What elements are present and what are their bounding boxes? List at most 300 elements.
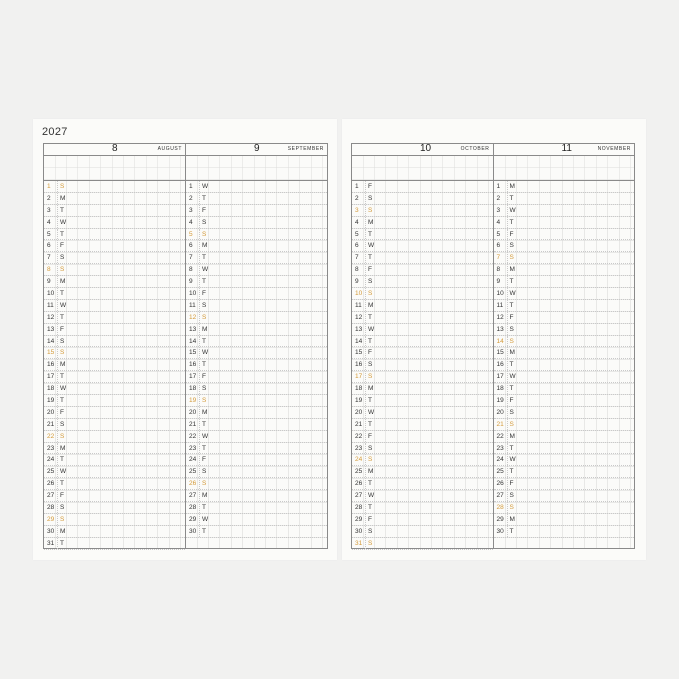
day-divider bbox=[365, 395, 366, 406]
day-of-week: T bbox=[509, 361, 514, 369]
day-of-week: F bbox=[60, 408, 64, 416]
day-divider bbox=[365, 312, 366, 323]
day-divider bbox=[57, 276, 58, 287]
day-number: 9 bbox=[355, 278, 359, 286]
day-number: 30 bbox=[496, 527, 504, 535]
day-number: 15 bbox=[496, 349, 504, 357]
day-divider bbox=[57, 359, 58, 370]
day-of-week: F bbox=[202, 373, 206, 381]
day-row bbox=[44, 419, 185, 431]
day-divider bbox=[199, 312, 200, 323]
day-number: 16 bbox=[355, 361, 363, 369]
day-of-week: S bbox=[509, 492, 514, 500]
day-number: 30 bbox=[189, 527, 197, 535]
day-row bbox=[44, 538, 185, 550]
day-divider bbox=[57, 490, 58, 501]
day-divider bbox=[57, 419, 58, 430]
day-divider bbox=[507, 419, 508, 430]
day-divider bbox=[57, 383, 58, 394]
day-divider bbox=[199, 252, 200, 263]
day-number: 21 bbox=[496, 420, 504, 428]
day-row bbox=[494, 347, 635, 359]
day-of-week: M bbox=[202, 325, 208, 333]
day-of-week: M bbox=[60, 278, 66, 286]
day-number: 3 bbox=[355, 206, 359, 214]
day-row bbox=[44, 229, 185, 241]
day-divider bbox=[507, 240, 508, 251]
day-row bbox=[494, 478, 635, 490]
day-divider bbox=[199, 324, 200, 335]
day-row bbox=[352, 252, 493, 264]
day-divider bbox=[57, 478, 58, 489]
day-number: 26 bbox=[496, 480, 504, 488]
day-of-week: T bbox=[509, 218, 514, 226]
day-divider bbox=[57, 347, 58, 358]
day-number: 3 bbox=[496, 206, 501, 214]
day-number: 20 bbox=[496, 408, 504, 416]
day-row bbox=[352, 276, 493, 288]
day-row bbox=[494, 371, 635, 383]
day-of-week: S bbox=[202, 468, 207, 476]
day-number: 4 bbox=[355, 218, 359, 226]
day-number: 2 bbox=[496, 194, 501, 202]
day-number: 15 bbox=[47, 349, 55, 357]
day-of-week: T bbox=[202, 527, 206, 535]
day-number: 14 bbox=[47, 337, 55, 345]
day-of-week: S bbox=[509, 242, 514, 250]
day-of-week: T bbox=[202, 278, 206, 286]
day-of-week: F bbox=[368, 266, 372, 274]
day-row bbox=[352, 443, 493, 455]
day-divider bbox=[57, 324, 58, 335]
month-table-left bbox=[43, 143, 328, 549]
day-row bbox=[352, 407, 493, 419]
day-of-week: T bbox=[202, 361, 206, 369]
day-number: 4 bbox=[496, 218, 501, 226]
day-of-week: S bbox=[509, 420, 514, 428]
day-divider bbox=[57, 288, 58, 299]
day-of-week: S bbox=[202, 313, 207, 321]
day-of-week: T bbox=[368, 397, 372, 405]
day-row bbox=[186, 252, 327, 264]
day-divider bbox=[365, 490, 366, 501]
day-row bbox=[44, 502, 185, 514]
day-list bbox=[44, 181, 185, 548]
day-number: 22 bbox=[189, 432, 197, 440]
day-divider bbox=[199, 347, 200, 358]
day-of-week: S bbox=[368, 290, 373, 298]
day-number: 25 bbox=[496, 468, 504, 476]
day-of-week: T bbox=[368, 230, 372, 238]
day-of-week: F bbox=[509, 313, 514, 321]
day-of-week: T bbox=[368, 254, 372, 262]
day-of-week: M bbox=[202, 242, 208, 250]
day-row bbox=[494, 300, 635, 312]
day-row bbox=[186, 347, 327, 359]
day-number: 19 bbox=[355, 397, 363, 405]
day-number: 28 bbox=[355, 504, 363, 512]
day-number: 23 bbox=[189, 444, 197, 452]
day-divider bbox=[57, 407, 58, 418]
day-number: 17 bbox=[47, 373, 55, 381]
day-of-week: S bbox=[60, 432, 65, 440]
day-of-week: T bbox=[509, 301, 514, 309]
day-of-week: T bbox=[368, 480, 372, 488]
month-table-right bbox=[351, 143, 635, 549]
day-divider bbox=[507, 229, 508, 240]
planner-page-left bbox=[33, 119, 337, 560]
day-row bbox=[352, 526, 493, 538]
day-number: 6 bbox=[355, 242, 359, 250]
day-number: 11 bbox=[189, 301, 196, 309]
day-of-week: W bbox=[202, 515, 209, 523]
day-divider bbox=[199, 288, 200, 299]
day-row bbox=[186, 217, 327, 229]
day-number: 20 bbox=[355, 408, 363, 416]
day-number: 18 bbox=[189, 385, 197, 393]
day-row bbox=[352, 300, 493, 312]
day-number: 7 bbox=[355, 254, 359, 262]
day-row bbox=[494, 312, 635, 324]
month-number: 10 bbox=[420, 143, 432, 154]
day-divider bbox=[365, 502, 366, 513]
day-divider bbox=[57, 336, 58, 347]
day-number: 18 bbox=[496, 385, 504, 393]
day-divider bbox=[507, 205, 508, 216]
day-row bbox=[44, 193, 185, 205]
day-of-week: F bbox=[60, 492, 64, 500]
day-row bbox=[186, 181, 327, 193]
day-row bbox=[44, 443, 185, 455]
day-of-week: M bbox=[368, 385, 374, 393]
day-number: 22 bbox=[47, 432, 55, 440]
day-number: 16 bbox=[496, 361, 504, 369]
day-row bbox=[44, 276, 185, 288]
day-row bbox=[352, 264, 493, 276]
day-divider bbox=[365, 276, 366, 287]
day-row bbox=[494, 407, 635, 419]
day-row bbox=[494, 443, 635, 455]
day-of-week: T bbox=[368, 337, 372, 345]
day-divider bbox=[57, 371, 58, 382]
day-number: 26 bbox=[355, 480, 363, 488]
day-of-week: W bbox=[60, 218, 67, 226]
day-divider bbox=[507, 193, 508, 204]
day-divider bbox=[507, 431, 508, 442]
day-number: 3 bbox=[189, 206, 193, 214]
day-number: 2 bbox=[47, 194, 51, 202]
month-header bbox=[352, 144, 493, 156]
day-divider bbox=[199, 466, 200, 477]
day-number: 25 bbox=[47, 468, 55, 476]
month-number: 8 bbox=[112, 143, 118, 154]
day-number: 12 bbox=[496, 313, 504, 321]
day-row bbox=[186, 193, 327, 205]
day-row bbox=[44, 490, 185, 502]
day-row bbox=[186, 371, 327, 383]
day-number: 10 bbox=[47, 290, 55, 298]
day-row bbox=[44, 181, 185, 193]
day-row bbox=[186, 466, 327, 478]
day-number: 14 bbox=[355, 337, 363, 345]
day-row bbox=[352, 240, 493, 252]
day-row bbox=[352, 514, 493, 526]
day-divider bbox=[507, 443, 508, 454]
day-divider bbox=[365, 324, 366, 335]
day-number: 1 bbox=[47, 183, 51, 190]
day-list bbox=[186, 181, 327, 548]
day-divider bbox=[57, 300, 58, 311]
day-divider bbox=[199, 478, 200, 489]
day-of-week: F bbox=[368, 183, 372, 190]
day-divider bbox=[57, 252, 58, 263]
day-divider bbox=[57, 466, 58, 477]
day-of-week: M bbox=[509, 515, 515, 523]
day-row bbox=[44, 288, 185, 300]
day-of-week: T bbox=[60, 230, 64, 238]
day-divider bbox=[507, 514, 508, 525]
month-column bbox=[493, 144, 635, 548]
day-number: 22 bbox=[496, 432, 504, 440]
day-number: 28 bbox=[47, 504, 55, 512]
day-row bbox=[186, 336, 327, 348]
day-of-week: S bbox=[60, 337, 65, 345]
day-divider bbox=[365, 193, 366, 204]
day-number: 7 bbox=[189, 254, 193, 262]
day-divider bbox=[365, 347, 366, 358]
day-row bbox=[44, 347, 185, 359]
month-name: SEPTEMBER bbox=[287, 146, 324, 152]
day-number: 27 bbox=[189, 492, 197, 500]
day-of-week: W bbox=[368, 492, 375, 500]
day-of-week: F bbox=[509, 230, 514, 238]
day-of-week: F bbox=[202, 290, 206, 298]
day-number: 15 bbox=[189, 349, 197, 357]
day-divider bbox=[507, 466, 508, 477]
year-label: 2027 bbox=[42, 126, 68, 138]
day-divider bbox=[365, 288, 366, 299]
day-row bbox=[186, 478, 327, 490]
day-number: 8 bbox=[189, 266, 193, 274]
day-number: 1 bbox=[496, 183, 501, 190]
day-row bbox=[44, 478, 185, 490]
day-of-week: T bbox=[509, 527, 514, 535]
month-number: 9 bbox=[254, 143, 260, 154]
day-divider bbox=[57, 181, 58, 192]
day-row bbox=[186, 490, 327, 502]
day-divider bbox=[57, 443, 58, 454]
day-divider bbox=[507, 526, 508, 537]
day-row bbox=[494, 205, 635, 217]
day-of-week: T bbox=[60, 456, 64, 464]
day-divider bbox=[199, 264, 200, 275]
day-number: 21 bbox=[47, 420, 55, 428]
day-number: 31 bbox=[355, 539, 363, 547]
month-header bbox=[494, 144, 635, 156]
day-number: 8 bbox=[355, 266, 359, 274]
day-divider bbox=[507, 359, 508, 370]
day-divider bbox=[57, 240, 58, 251]
day-number: 6 bbox=[189, 242, 193, 250]
day-number: 28 bbox=[496, 504, 504, 512]
day-of-week: W bbox=[509, 290, 516, 298]
day-number: 18 bbox=[355, 385, 363, 393]
day-number: 19 bbox=[47, 397, 55, 405]
day-number: 27 bbox=[47, 492, 55, 500]
day-number: 26 bbox=[47, 480, 55, 488]
day-row bbox=[494, 181, 635, 193]
day-divider bbox=[365, 526, 366, 537]
day-of-week: T bbox=[368, 313, 372, 321]
day-of-week: M bbox=[368, 301, 374, 309]
day-row bbox=[44, 407, 185, 419]
day-row bbox=[352, 371, 493, 383]
day-divider bbox=[365, 466, 366, 477]
day-row bbox=[494, 252, 635, 264]
day-divider bbox=[57, 454, 58, 465]
notes-area bbox=[352, 156, 493, 181]
day-number: 13 bbox=[355, 325, 363, 333]
day-of-week: T bbox=[202, 254, 206, 262]
day-of-week: F bbox=[368, 515, 372, 523]
day-number: 23 bbox=[496, 444, 504, 452]
day-of-week: S bbox=[368, 527, 373, 535]
day-divider bbox=[365, 407, 366, 418]
day-number: 16 bbox=[47, 361, 55, 369]
day-divider bbox=[507, 288, 508, 299]
day-of-week: W bbox=[368, 408, 375, 416]
day-row bbox=[44, 466, 185, 478]
day-row bbox=[186, 407, 327, 419]
day-number: 2 bbox=[355, 194, 359, 202]
planner-page-right bbox=[342, 119, 646, 560]
day-of-week: F bbox=[368, 432, 372, 440]
day-divider bbox=[199, 217, 200, 228]
day-row bbox=[44, 383, 185, 395]
day-of-week: S bbox=[202, 480, 207, 488]
day-divider bbox=[199, 454, 200, 465]
day-row bbox=[44, 359, 185, 371]
day-number: 11 bbox=[496, 301, 504, 309]
day-number: 11 bbox=[47, 301, 54, 309]
month-header bbox=[44, 144, 185, 156]
day-divider bbox=[199, 514, 200, 525]
day-divider bbox=[507, 252, 508, 263]
day-of-week: W bbox=[509, 456, 516, 464]
day-number: 15 bbox=[355, 349, 363, 357]
day-row bbox=[186, 431, 327, 443]
day-list bbox=[352, 181, 493, 548]
day-divider bbox=[199, 371, 200, 382]
day-row bbox=[186, 276, 327, 288]
day-number: 13 bbox=[47, 325, 55, 333]
day-of-week: S bbox=[509, 408, 514, 416]
day-number: 29 bbox=[496, 515, 504, 523]
day-number: 4 bbox=[47, 218, 51, 226]
day-number: 5 bbox=[355, 230, 359, 238]
day-number: 5 bbox=[189, 230, 193, 238]
day-of-week: S bbox=[202, 397, 207, 405]
day-of-week: M bbox=[509, 266, 515, 274]
day-of-week: F bbox=[202, 456, 206, 464]
day-of-week: W bbox=[509, 206, 516, 214]
day-of-week: T bbox=[368, 420, 372, 428]
day-number: 24 bbox=[47, 456, 55, 464]
day-list bbox=[494, 181, 635, 548]
day-number: 9 bbox=[496, 278, 501, 286]
day-row bbox=[44, 395, 185, 407]
day-divider bbox=[507, 371, 508, 382]
day-divider bbox=[365, 431, 366, 442]
day-of-week: T bbox=[509, 194, 514, 202]
day-of-week: M bbox=[60, 361, 66, 369]
day-divider bbox=[199, 193, 200, 204]
day-number: 1 bbox=[189, 183, 193, 190]
day-number: 16 bbox=[189, 361, 197, 369]
day-number: 21 bbox=[355, 420, 363, 428]
day-divider bbox=[507, 217, 508, 228]
day-row bbox=[494, 229, 635, 241]
day-of-week: T bbox=[202, 420, 206, 428]
day-divider bbox=[365, 538, 366, 549]
day-of-week: S bbox=[60, 183, 65, 190]
day-row bbox=[44, 454, 185, 466]
day-of-week: M bbox=[368, 468, 374, 476]
day-of-week: T bbox=[60, 539, 64, 547]
day-of-week: S bbox=[368, 444, 373, 452]
day-row bbox=[352, 466, 493, 478]
day-divider bbox=[57, 312, 58, 323]
day-number: 24 bbox=[189, 456, 197, 464]
day-number: 1 bbox=[355, 183, 359, 190]
day-row bbox=[352, 490, 493, 502]
day-row bbox=[352, 336, 493, 348]
day-divider bbox=[507, 454, 508, 465]
day-of-week: S bbox=[368, 456, 373, 464]
day-divider bbox=[57, 217, 58, 228]
day-number: 12 bbox=[189, 313, 197, 321]
day-row bbox=[44, 252, 185, 264]
day-row bbox=[494, 431, 635, 443]
day-divider bbox=[365, 478, 366, 489]
day-of-week: M bbox=[509, 432, 515, 440]
day-row bbox=[352, 205, 493, 217]
day-divider bbox=[57, 264, 58, 275]
day-number: 17 bbox=[355, 373, 363, 381]
day-divider bbox=[365, 443, 366, 454]
day-of-week: T bbox=[509, 385, 514, 393]
day-of-week: S bbox=[60, 349, 65, 357]
day-row bbox=[352, 383, 493, 395]
day-number: 27 bbox=[355, 492, 363, 500]
day-of-week: S bbox=[60, 420, 65, 428]
day-row bbox=[44, 371, 185, 383]
day-row bbox=[494, 193, 635, 205]
day-row bbox=[494, 336, 635, 348]
day-number: 19 bbox=[496, 397, 504, 405]
day-divider bbox=[199, 407, 200, 418]
day-number: 25 bbox=[355, 468, 363, 476]
day-row bbox=[186, 359, 327, 371]
day-row bbox=[494, 359, 635, 371]
day-of-week: W bbox=[60, 385, 67, 393]
day-row bbox=[186, 312, 327, 324]
day-of-week: S bbox=[368, 206, 373, 214]
day-divider bbox=[365, 300, 366, 311]
day-divider bbox=[365, 514, 366, 525]
day-row bbox=[44, 324, 185, 336]
day-row bbox=[352, 419, 493, 431]
